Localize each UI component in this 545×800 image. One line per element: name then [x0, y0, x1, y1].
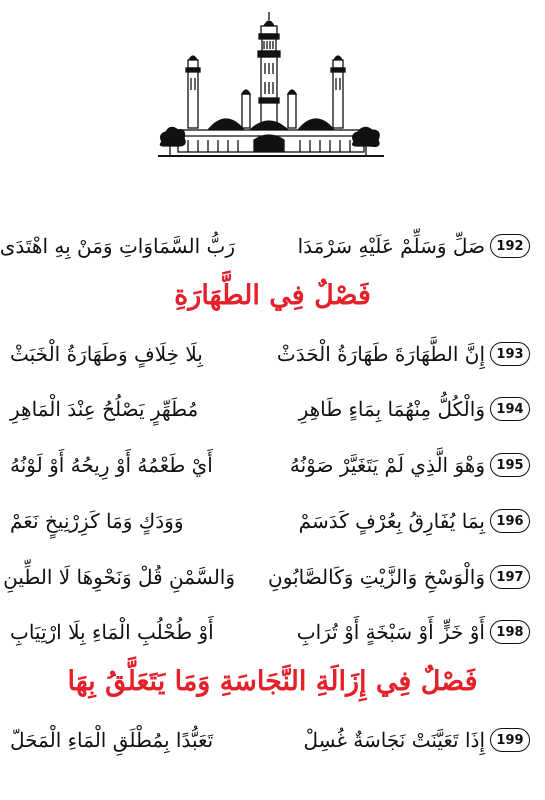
verse-row — [0, 336, 545, 380]
verse-second-hemistich: مُطَهِّرٍ يَصْلُحُ عِنْدَ الْمَاهِرِ — [10, 397, 199, 421]
verse-second-hemistich: أَوْ طُحْلُبِ الْمَاءِ بِلَا ارْتِيَابِ — [10, 620, 214, 644]
verse-first-hemistich: وَالْكُلُّ مِنْهُمَا بِمَاءٍ طَاهِرِ — [298, 397, 485, 421]
verse-second-hemistich: أَيْ طَعْمُهُ أَوْ رِيحُهُ أَوْ لَوْنُهُ — [10, 453, 213, 477]
verse-second-hemistich: وَالسَّمْنِ قُلْ وَنَحْوِهَا لَا الطِّينِ — [3, 565, 235, 589]
verse-row — [0, 559, 545, 603]
verse-number-badge: 198 — [490, 620, 530, 644]
verse-first-hemistich: إِذَا تَعَيَّنَتْ نَجَاسَةٌ غُسِلْ — [303, 728, 485, 752]
verse-number-badge: 197 — [490, 565, 530, 589]
verse-row — [0, 391, 545, 435]
verse-first-hemistich: بِمَا يُفَارِقُ بِعُرْفٍ كَدَسَمْ — [298, 509, 485, 533]
verse-second-hemistich: بِلَا خِلَافٍ وَطَهَارَةُ الْخَبَثْ — [10, 342, 203, 366]
verse-second-hemistich: رَبُّ السَّمَاوَاتِ وَمَنْ بِهِ اهْتَدَى — [0, 234, 235, 258]
verse-row — [0, 722, 545, 766]
mosque-illustration — [158, 8, 384, 166]
verse-first-hemistich: وَهْوَ الَّذِي لَمْ يَتَغَيَّرْ صَوْنُهُ — [289, 453, 485, 477]
verse-number-badge: 193 — [490, 342, 530, 366]
verse-first-hemistich: أَوْ خَزٍّ أَوْ سَبْخَةٍ أَوْ تُرَابِ — [296, 620, 485, 644]
verse-row — [0, 447, 545, 491]
verse-row — [0, 503, 545, 547]
verse-number-badge: 194 — [490, 397, 530, 421]
verse-second-hemistich: وَوَدَكٍ وَمَا كَزِرْنِيخٍ نَعَمْ — [10, 509, 184, 533]
verse-first-hemistich: صَلِّ وَسَلِّمْ عَلَيْهِ سَرْمَدَا — [297, 234, 485, 258]
verse-row — [0, 228, 545, 272]
verse-row — [0, 614, 545, 658]
verse-second-hemistich: تَعَبُّدًا بِمُطْلَقِ الْمَاءِ الْمَحَلّ — [10, 728, 214, 752]
verse-number-badge: 199 — [490, 728, 530, 752]
verse-first-hemistich: إِنَّ الطَّهَارَةَ طَهَارَةُ الْحَدَثْ — [276, 342, 485, 366]
verse-number-badge: 196 — [490, 509, 530, 533]
section-title: فَصْلٌ فِي الطَّهَارَةِ — [174, 280, 371, 311]
verse-first-hemistich: وَالْوَسْخِ وَالزَّيْتِ وَكَالصَّابُونِ — [268, 565, 485, 589]
verse-number-badge: 192 — [490, 234, 530, 258]
verse-number-badge: 195 — [490, 453, 530, 477]
section-title: فَصْلٌ فِي إِزَالَةِ النَّجَاسَةِ وَمَا يَتَعَلَّقُ بِهَا — [67, 666, 478, 697]
